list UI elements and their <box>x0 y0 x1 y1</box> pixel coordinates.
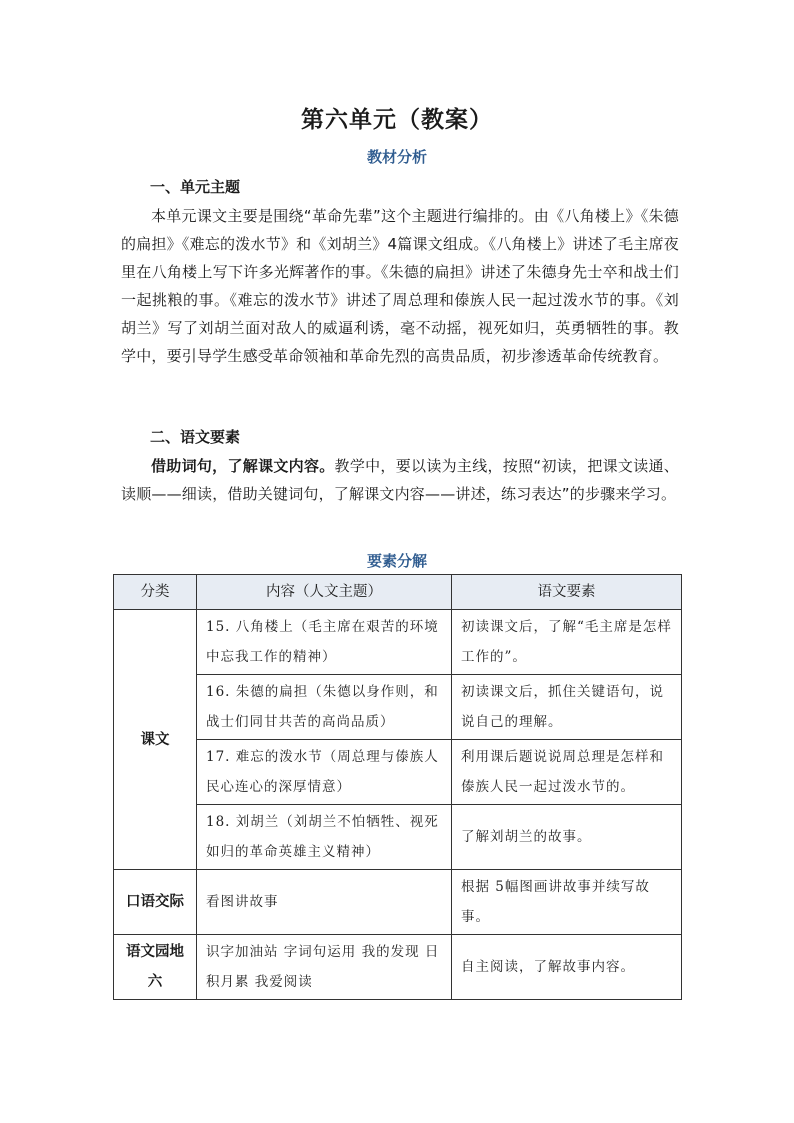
elements-table <box>113 574 682 1000</box>
element-cell: 根据 5幅图画讲故事并续写故事。 <box>452 870 682 935</box>
page-subtitle: 教材分析 <box>366 148 427 166</box>
content-cell: 看图讲故事 <box>197 870 452 935</box>
element-cell: 利用课后题说说周总理是怎样和傣族人民一起过泼水节的。 <box>452 740 682 805</box>
content-cell: 15. 八角楼上（毛主席在艰苦的环境中忘我工作的精神） <box>197 610 452 675</box>
table-row <box>114 740 682 805</box>
header-content: 内容（人文主题） <box>197 575 452 610</box>
section2-bold-lead: 借助词句，了解课文内容。 <box>151 457 335 475</box>
section1-paragraph: 本单元课文主要是围绕“革命先辈”这个主题进行编排的。由《八角楼上》《朱德的扁担》《难忘的泼水节》和《刘胡兰》4篇课文组成。《八角楼上》讲述了毛主席夜里在八角楼上写下许多光辉著作的事。《朱德的扁担》讲述了朱德身先士卒和战士们一起挑粮的事。《难忘的泼水节》讲述了周总理和傣族人民一起过泼水节的事。《刘胡兰》写了刘胡兰面对敌人的威逼利诱，毫不动摇，视死如归，英勇牺牲的事。教学中，要引导学生感受革命领袖和革命先烈的高贵品质，初步渗透革命传统教育。 <box>121 207 679 365</box>
table-row <box>114 935 682 1000</box>
table-row <box>114 675 682 740</box>
table-header-row <box>114 575 682 610</box>
table-row <box>114 805 682 870</box>
table-title: 要素分解 <box>366 552 427 570</box>
element-cell: 了解刘胡兰的故事。 <box>452 805 682 870</box>
element-cell: 初读课文后，了解“毛主席是怎样工作的”。 <box>452 610 682 675</box>
section1-heading: 一、单元主题 <box>150 178 241 196</box>
content-cell: 18. 刘胡兰（刘胡兰不怕牺牲、视死如归的革命英雄主义精神） <box>197 805 452 870</box>
content-cell: 16. 朱德的扁担（朱德以身作则，和战士们同甘共苦的高尚品质） <box>197 675 452 740</box>
section2-heading: 二、语文要素 <box>150 428 241 446</box>
page-title: 第六单元（教案） <box>301 107 493 133</box>
content-cell: 识字加油站 字词句运用 我的发现 日积月累 我爱阅读 <box>197 935 452 1000</box>
section2-paragraph <box>121 452 679 508</box>
table-row <box>114 870 682 935</box>
element-cell: 自主阅读，了解故事内容。 <box>452 935 682 1000</box>
header-element: 语文要素 <box>452 575 682 610</box>
header-category: 分类 <box>114 575 197 610</box>
content-cell: 17. 难忘的泼水节（周总理与傣族人民心连心的深厚情意） <box>197 740 452 805</box>
table-row <box>114 610 682 675</box>
section2-text: 教学中，要以读为主线，按照“初读，把课文读通、读顺——细读，借助关键词句，了解课文内容——讲述，练习表达”的步骤来学习。 <box>121 457 680 503</box>
category-cell: 语文园地六 <box>114 935 197 1000</box>
category-cell: 口语交际 <box>114 870 197 935</box>
category-cell: 课文 <box>114 610 197 870</box>
element-cell: 初读课文后，抓住关键语句，说说自己的理解。 <box>452 675 682 740</box>
